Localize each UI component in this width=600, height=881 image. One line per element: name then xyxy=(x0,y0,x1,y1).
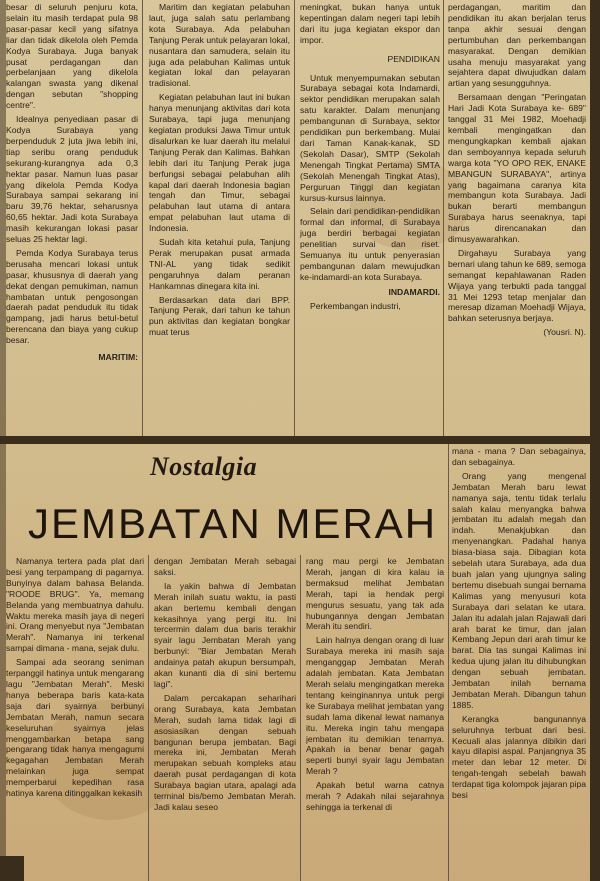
story-column-3 xyxy=(306,556,444,880)
paragraph: Orang yang mengenal Jembatan Merah baru lewat namanya saja, tentu tidak terlalu salah kalau menyangka bahwa jembatan itu adalah megah dan indah. Menakjubkan dan menyenangkan. Padahal hanya biasa-biasa saja. Dibagian kota sebelah utara Surabaya, ada dua buah jalan yang ujungnya saling bertemu disebuah sungai bernama Kalimas yang menyusuri kota Surabaya dari selatan ke utara. Jalan itu adalah jalan Rajawali dari arah barat ke timur, dan jalan Kembang Jepun dari arah timur ke barat. Dia tas sungai Kalimas ini kedua ujung jalan itu dihubungkan dengan sebuah jembatan. Jembatan inilah bernama Jembatan Merah. Dibangun tahun 1885. xyxy=(452,470,586,710)
paragraph: Kerangka bangunannya seluruhnya terbuat dari besi. Kecuali alas jalannya dibikin dari kayu dilapisi aspal. Panjangnya 35 meter dan lebar 12 meter. Di tengah-tengah sebelah bawah terdapat tiga kolompok jajaran pipa besi xyxy=(452,713,586,801)
column-rule xyxy=(142,0,143,436)
paragraph: mana - mana ? Dan sebagainya, dan sebagainya. xyxy=(452,446,586,467)
kicker-heading: Nostalgia xyxy=(150,452,258,481)
paragraph: Maritim dan kegiatan pelabuhan laut, juga salah satu perlambang kota Surabaya. Ada pelabuhan Tanjung Perak untuk pelayaran lokal, nusantara dan samudera, selain itu juga ada pelabuhan Kalimas untuk kegiatan lokal dan pelayaran tradisional. xyxy=(149,2,290,89)
article-column-4 xyxy=(448,2,586,434)
article-column-1 xyxy=(6,2,138,434)
paragraph: Perkembangan industri, xyxy=(310,300,401,311)
fold-crease xyxy=(0,436,600,444)
paragraph: Dalam percakapan seharihari orang Surabaya, kata Jembatan Merah, sudah lama tidak lagi di asosiasikan dengan sebuah bangunan berupa jembatan. Bagi mereka ini, Jembatan Merah merupakan sebuah kompleks atau daerah pusat perdagangan di kota Surabaya bagian utara, apalagi ada terminal bis/bemo Jembatan Merah. Jadi kalau seseo xyxy=(154,692,296,812)
paragraph: Lain halnya dengan orang di luar Surabaya mereka ini masih saja menganggap Jembatan Merah adalah jembatan. Kata Jembatan Merah selalu mengingatkan mereka tentang keinginannya untuk pergi ke Surabaya melihat jembatan yang sudah lama dikenal lewat namanya itu. Mereka ingin tahu mengapa jembatan itu demikian tenarnya. Apakah ia benar benar gagah seperti bunyi syair lagu Jembatan Merah ? xyxy=(306,635,444,777)
paragraph: Namanya tertera pada plat dari besi yang terpampang di pagarnya. Bunyinya dalam bahasa Belanda. "ROODE BRUG". Ya, memang Belanda yang membuatnya dahulu. Waktu mereka masih jaya di negeri ini. Orang menyebut nya "Jembatan Merah". Namanya ini terkenal sampai dimana - mana, sejak dulu. xyxy=(6,556,144,654)
paragraph: Ia yakin bahwa di Jembatan Merah inilah suatu waktu, ia pasti akan bertemu kembali dengan kekasihnya yang pergi itu. Ini tercermin dalam dua baris terakhir syair lagu Jembatan Merah yang berbunyi: "Biar Jembatan Merah andainya patah akupun bersumpah, akan kunanti dia di sini bertemu lagi". xyxy=(154,580,296,689)
paragraph: Sampai ada seorang seniman terpanggil hatinya untuk mengarang lagu "Jembatan Merah". Meski hanya beberapa baris kata-kata saja dari syairnya berbunyi Jembatan Merah, namun secara keseluruhan syairnya jelas menggambarkan betapa sang pengarang tidak hanya mengagumi kegagahan Jembatan Merah melainkan juga sempat memperbarui kepedihan rasa hatinya karena ditinggalkan kekasih xyxy=(6,657,144,799)
section-heading: MARITIM: xyxy=(98,352,138,363)
paragraph: Dirgahayu Surabaya yang bernari ulang tahun ke 689, semoga semangat kepahlawanan Raden Wijaya yang terbukti pada tanggal 31 Mei 1293 tetap menjalar dan meresap dizaman Moehadji Wijaya, bahkan seterusnya berjaya. xyxy=(448,247,586,324)
article-column-3 xyxy=(300,2,440,434)
story-column-1 xyxy=(6,556,144,880)
paragraph: Selain dari pendidikan-pendidikan formal dan informal, di Surabaya juga berdiri berbagai kegiatan penelitian survai dan riset. Semuanya itu untuk penyerasian pembangunan dalam mewujudkan ke-indamardi-an kota Surabaya. xyxy=(300,206,440,282)
column-rule xyxy=(443,0,444,436)
article-title: JEMBATAN MERAH xyxy=(28,500,438,547)
paragraph: Apakah betul warna catnya merah ? Adakah nilai sejarahnya sehingga ia terkenal di xyxy=(306,780,444,812)
section-heading: INDAMARDI. xyxy=(388,286,440,297)
paragraph: Sudah kita ketahui pula, Tanjung Perak merupakan pusat armada TNI-AL yang tidak sedikit pengaruhnya dalam peranan Hankamnas dinegara kita ini. xyxy=(149,237,290,291)
story-column-2 xyxy=(154,556,296,880)
author-byline: (Yousri. N). xyxy=(543,327,586,338)
article-column-right xyxy=(452,446,586,880)
paragraph: Untuk menyempurnakan sebutan Surabaya sebagai kota Indamardi, sektor pendidikan merupakan salah satu karakter. Dalam menunjang pembangunan di Surabaya, sektor pendidikan pun berkembang. Mulai dari Taman Kanak-kanak, SD (Sekolah Dasar), SMTP (Sekolah Menengah Tingkat Pertama) SMTA (Sekolah Menengah Tingkat Atas), Perguruan Tinggi dan kegiatan kursus-kursus lainnya. xyxy=(300,72,440,203)
paragraph: Bersamaan dengan "Peringatan Hari Jadi Kota Surabaya ke- 689" tanggal 31 Mei 1982, Moehadji kembali mengingatkan dan mengungkapkan kembali ajakan dan semboyannya kepada seluruh warga kota "YO OPO REK, ENAKE MBANGUN SURABAYA", artinya yang bagaimana caranya kita membangun kota Surabaya. Jadi bukan berarti membangun Surabaya harus seenaknya, tapi harus direncanakan dan dimusyawarahkan. xyxy=(448,92,586,245)
column-rule xyxy=(300,555,301,881)
paragraph: besar di seluruh penjuru kota, selain itu masih terdapat pula 98 pasar-pasar kecil yang sifatnya liar dan tidak dikelola oleh Pemda Kodya Surabaya. Juga banyak pusat perdagangan dan perbelanjaan yang dikelola kalangan swasta yang dikenal dengan sebutan "shopping centre". xyxy=(6,2,138,111)
paragraph: Idealnya penyediaan pasar di Kodya Surabaya yang berpenduduk 2 juta jiwa lebih ini, tiap seribu orang penduduk sekurang-kurangnya ada 0,3 hektar pasar. Namun luas pasar yang dikelola Pemda Kodya Surabaya sampai sekarang ini baru 39,76 hektar, seharusnya 60,65 hektar. Jadi kota Surabaya masih kekurangan lokasi pasar seluas 25 hektar lagi. xyxy=(6,114,138,245)
paragraph: perdagangan, maritim dan pendidikan itu akan berjalan terus tanpa akhir sesuai dengan pertumbuhan dan perkembangan masyarakat. Dengan demikian usaha menuju masyarakat yang sejahtera dapat diwujudkan dalam artian yang sesungguhnya. xyxy=(448,2,586,89)
paragraph: Kegiatan pelabuhan laut ini bukan hanya menunjang aktivitas dari kota Surabaya, tapi juga menunjang kegiatan produksi Jawa Timur untuk disalurkan ke luar daerah itu melalui Tanjung Perak dan Kalimas. Bahkan lebih dari itu Tanjung Perak juga berfungsi sebagai pelabuhan alih kapal dari daerah Indonesia bagian tengah dan Timur, sebagai pelabuhan laut utama di antara empat pelabuhan laut utama di Indonesia. xyxy=(149,92,290,234)
column-rule xyxy=(448,444,449,881)
section-heading: PENDIDIKAN xyxy=(387,53,440,64)
column-rule xyxy=(294,0,295,436)
paragraph: rang mau pergi ke Jembatan Merah, jangan di kira kalau ia bermaksud melihat Jembatan Merah, tapi ia hendak pergi mengurus sesuatu, yang tak ada hubungannya dengan Jembatan Merah itu sendiri. xyxy=(306,556,444,632)
column-rule xyxy=(148,555,149,881)
paragraph: Berdasarkan data dari BPP. Tanjung Perak, dari tahun ke tahun pun aktivitas dan kegiatan bongkar muat terus xyxy=(149,294,290,338)
paragraph: meningkat, bukan hanya untuk kepentingan dalam negeri tapi lebih dari itu juga kegiatan ekspor dan impor. xyxy=(300,2,440,45)
paragraph: dengan Jembatan Merah sebagai saksi. xyxy=(154,556,296,577)
paragraph: Pemda Kodya Surabaya terus berusaha mencari lokasi untuk pasar, khususnya di daerah yang dekat dengan pemukiman, namun hambatan untuk pengosongan daerah padat penduduk itu tidak gampang, jadi harus betul-betul berencana dan biaya yang cukup besar. xyxy=(6,247,138,346)
article-column-2 xyxy=(149,2,290,434)
